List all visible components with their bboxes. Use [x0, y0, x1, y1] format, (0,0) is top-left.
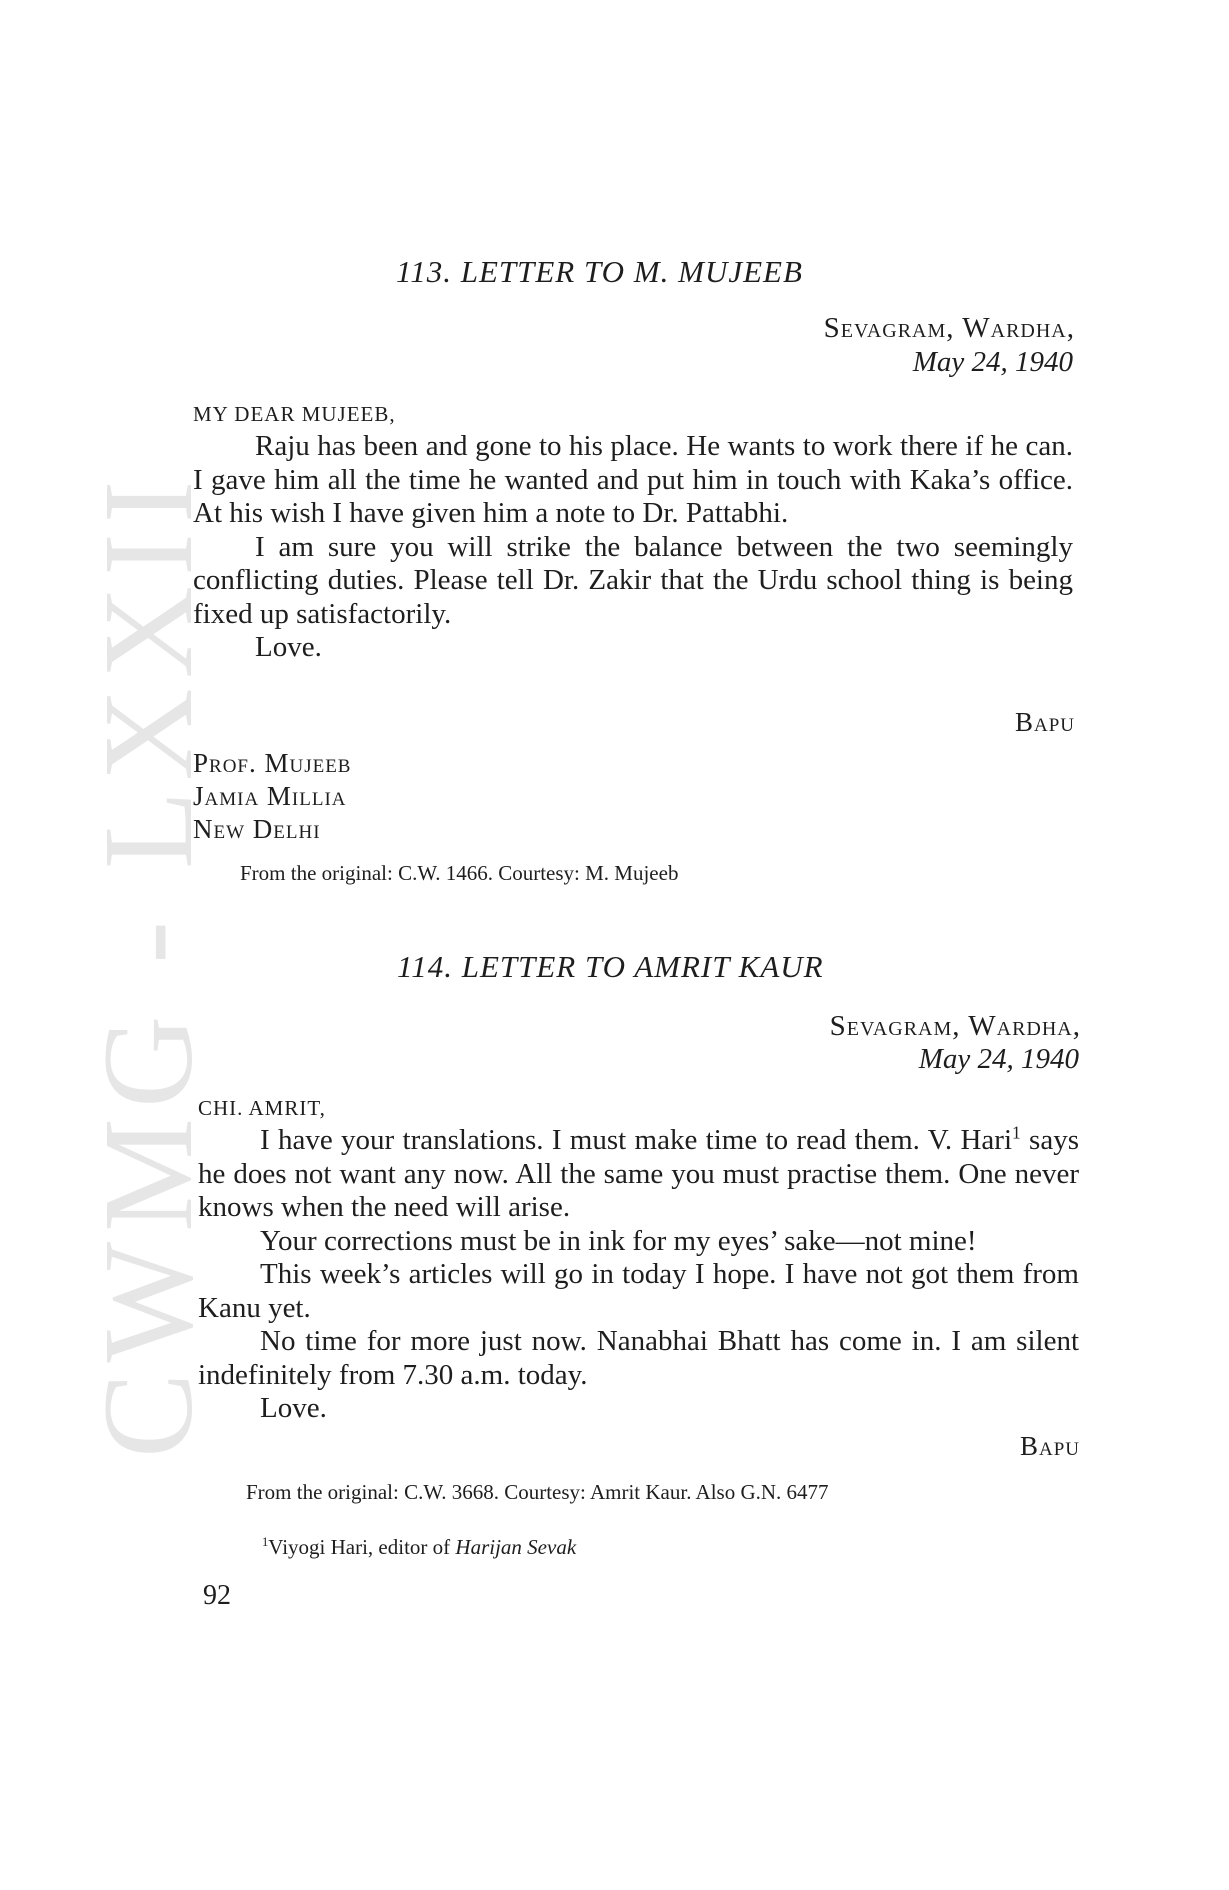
- page-number: 92: [203, 1580, 231, 1611]
- letter-114-paragraph-1: [198, 1124, 1079, 1225]
- footnote: [262, 1535, 576, 1560]
- footnote-marker[interactable]: 1: [1012, 1122, 1021, 1143]
- letter-114-closing: Love.: [260, 1392, 327, 1424]
- letter-114-date: May 24, 1940: [918, 1043, 1079, 1075]
- letter-114-paragraph-3: This week’s articles will go in today I hope. I have not got them from Kanu yet.: [198, 1258, 1079, 1324]
- footnote-number: 1: [262, 1535, 269, 1549]
- letter-114-heading: 114. LETTER TO AMRIT KAUR: [397, 949, 824, 984]
- letter-114-place: Sevagram, Wardha,: [829, 1010, 1081, 1042]
- address-line: New Delhi: [193, 814, 321, 844]
- letter-113-paragraph-2: I am sure you will strike the balance between the two seemingly conflicting duties. Please tell Dr. Zakir that the Urdu school thing is being fixed up satisfactorily.: [193, 530, 1073, 630]
- letter-113-heading: 113. LETTER TO M. MUJEEB: [396, 254, 803, 289]
- letter-113-address: [193, 747, 351, 846]
- letter-114-paragraph-4: No time for more just now. Nanabhai Bhatt has come in. I am silent indefinitely from 7.30 a.m. today.: [198, 1325, 1079, 1391]
- letter-113-signature: Bapu: [1014, 707, 1075, 737]
- letter-113-paragraph-1: Raju has been and gone to his place. He wants to work there if he can. I gave him all the time he wanted and put him in touch with Kaka’s office. At his wish I have given him a note to Dr. Pattabhi.: [193, 430, 1073, 529]
- letter-114-body: [198, 1124, 1079, 1426]
- address-line: Prof. Mujeeb: [193, 748, 352, 778]
- letter-113-salutation: MY DEAR MUJEEB,: [193, 402, 396, 426]
- letter-113-source: From the original: C.W. 1466. Courtesy: M. Mujeeb: [240, 861, 679, 885]
- footnote-text: Viyogi Hari, editor of: [268, 1535, 456, 1559]
- letter-113-body: [193, 430, 1073, 665]
- paragraph-text: I have your translations. I must make time to read them. V. Hari: [260, 1124, 1013, 1156]
- footnote-italic: Harijan Sevak: [455, 1535, 577, 1559]
- paragraph-text: says he does not want any now. All the same you must practise them. One never knows when the need will arise.: [198, 1124, 1079, 1223]
- letter-114-salutation: CHI. AMRIT,: [198, 1096, 326, 1120]
- address-line: Jamia Millia: [193, 781, 347, 811]
- letter-114-signature: Bapu: [1019, 1431, 1080, 1461]
- letter-113-closing: Love.: [255, 631, 322, 663]
- watermark: CWMG - LXXII: [77, 470, 219, 1458]
- letter-114-source: From the original: C.W. 3668. Courtesy: Amrit Kaur. Also G.N. 6477: [246, 1480, 829, 1504]
- letter-114-paragraph-2: Your corrections must be in ink for my eyes’ sake—not mine!: [260, 1224, 977, 1257]
- letter-113-date: May 24, 1940: [912, 346, 1073, 378]
- letter-113-place: Sevagram, Wardha,: [823, 312, 1075, 344]
